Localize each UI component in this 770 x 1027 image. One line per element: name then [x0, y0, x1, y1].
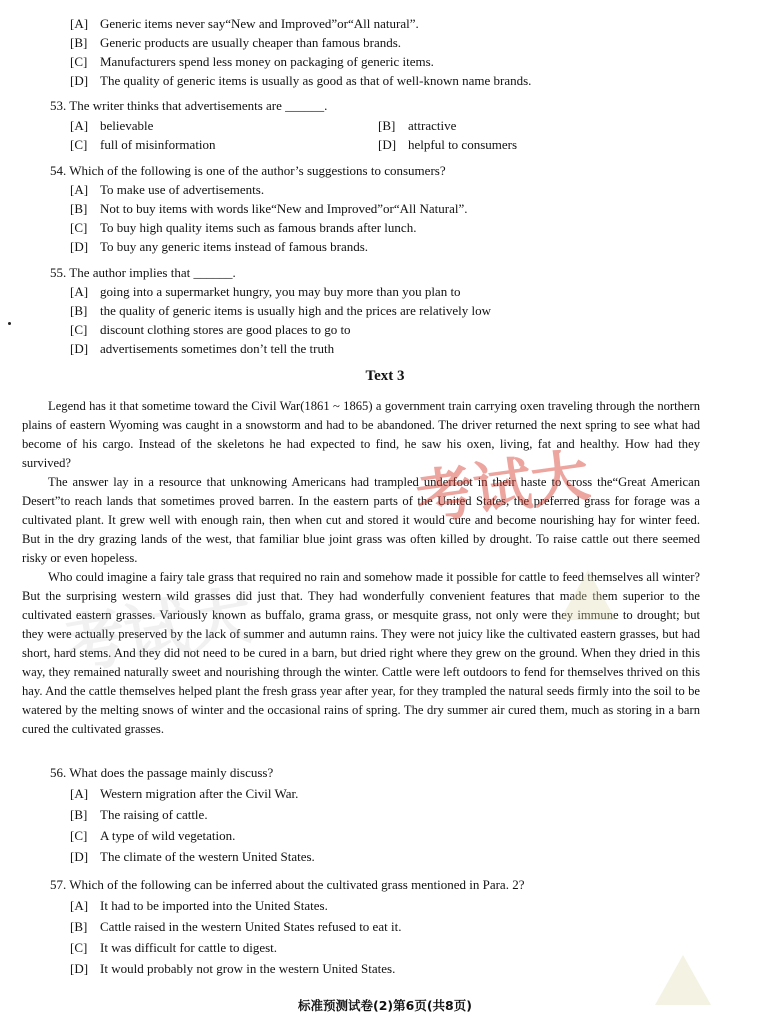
q54-option-a: [A] To make use of advertisements. [70, 182, 265, 197]
q57-option-c: [C] It was difficult for cattle to digest. [70, 940, 278, 955]
passage-paragraph-2: The answer lay in a resource that unknowing Americans had trampled underfoot in their haste to cross the“Great American Desert”to reach lands that sometimes proved barren. In the eastern parts of the United States, the preferred grass for forage was a cultivated plant. It grew well with enough rain, then when cut and stored it would cure and become nourishing hay for winter feed. But in the dry grazing lands of the west, that familiar blue joint grass was often killed by drought. To raise cattle out there seemed risky or even hopeless. [22, 475, 700, 565]
q54-option-d: [D] To buy any generic items instead of famous brands. [70, 239, 369, 254]
q54-option-b: [B] Not to buy items with words like“New and Improved”or“All Natural”. [70, 201, 468, 216]
q56-option-d: [D] The climate of the western United States. [70, 849, 315, 864]
q56-option-c: [C] A type of wild vegetation. [70, 828, 236, 843]
q55-option-a: [A] going into a supermarket hungry, you may buy more than you plan to [70, 284, 461, 299]
q56-option-b: [B] The raising of cattle. [70, 807, 208, 822]
question-56-stem: 56. What does the passage mainly discuss? [50, 765, 274, 780]
passage-paragraph-1: Legend has it that sometime toward the Civil War(1861 ~ 1865) a government train carrying oxen traveling through the northern plains of eastern Wyoming was caught in a snowstorm and had to be abandoned. The driver returned the next spring to see what had become of his cargo. Instead of the skeletons he had expected to find, he saw his oxen, living, fat and healthy. How had they survived? [22, 399, 700, 470]
question-54-stem: 54. Which of the following is one of the author’s suggestions to consumers? [50, 163, 446, 178]
question-55-stem: 55. The author implies that ______. [50, 265, 236, 280]
question-53-stem: 53. The writer thinks that advertisements are ______. [50, 98, 328, 113]
q56-option-a: [A] Western migration after the Civil War. [70, 786, 299, 801]
q55-option-d: [D] advertisements sometimes don’t tell the truth [70, 341, 335, 356]
q53-option-b: [B] attractive [378, 118, 457, 133]
q55-option-b: [B] the quality of generic items is usually high and the prices are relatively low [70, 303, 491, 318]
prev-option-a: [A] Generic items never say“New and Improved”or“All natural”. [70, 16, 419, 31]
q57-option-d: [D] It would probably not grow in the western United States. [70, 961, 396, 976]
q53-option-c: [C] full of misinformation [70, 137, 216, 152]
prev-option-b: [B] Generic products are usually cheaper than famous brands. [70, 35, 402, 50]
prev-option-d: [D] The quality of generic items is usually as good as that of well-known name brands. [70, 73, 532, 88]
star-decoration [560, 570, 616, 620]
page-footer: 标准预测试卷(2)第6页(共8页) [298, 998, 472, 1013]
q53-option-d: [D] helpful to consumers [378, 137, 518, 152]
q54-option-c: [C] To buy high quality items such as famous brands after lunch. [70, 220, 417, 235]
watermark-faint: 考试大 [56, 578, 259, 686]
margin-dot [8, 322, 11, 325]
q53-option-a: [A] believable [70, 118, 154, 133]
q55-option-c: [C] discount clothing stores are good places to go to [70, 322, 351, 337]
q57-option-b: [B] Cattle raised in the western United States refused to eat it. [70, 919, 402, 934]
watermark-logo: 考试大 [411, 441, 594, 533]
q57-option-a: [A] It had to be imported into the United States. [70, 898, 328, 913]
prev-option-c: [C] Manufacturers spend less money on packaging of generic items. [70, 54, 434, 69]
section-title: Text 3 [365, 368, 405, 384]
question-57-stem: 57. Which of the following can be inferred about the cultivated grass mentioned in Para. 2? [50, 877, 525, 892]
passage-paragraph-3: Who could imagine a fairy tale grass that required no rain and somehow made it possible for cattle to feed themselves all winter? But the surprising western wild grasses did just that. They had wonderfully convenient features that made them superior to the cultivated eastern grasses. Variously known as buffalo, grama grass, or mesquite grass, not only were they immune to drought; but they were actually preserved by the lack of summer and autumn rains. They were not juicy like the cultivated eastern grasses, but had short, hard stems. And they did not need to be cured in a barn, but dried right where they grew on the ground. When they dried in this way, they remained naturally sweet and nourishing through the winter. Cattle were left outdoors to fend for themselves thrived on this hay. And the cattle themselves helped plant the fresh grass year after year, for they trampled the natural seeds firmly into the soil to be watered by the melting snows of winter and the occasional rains of spring. The dry summer air cured them, much as storing in a barn cured the cultivated grasses. [22, 570, 700, 736]
